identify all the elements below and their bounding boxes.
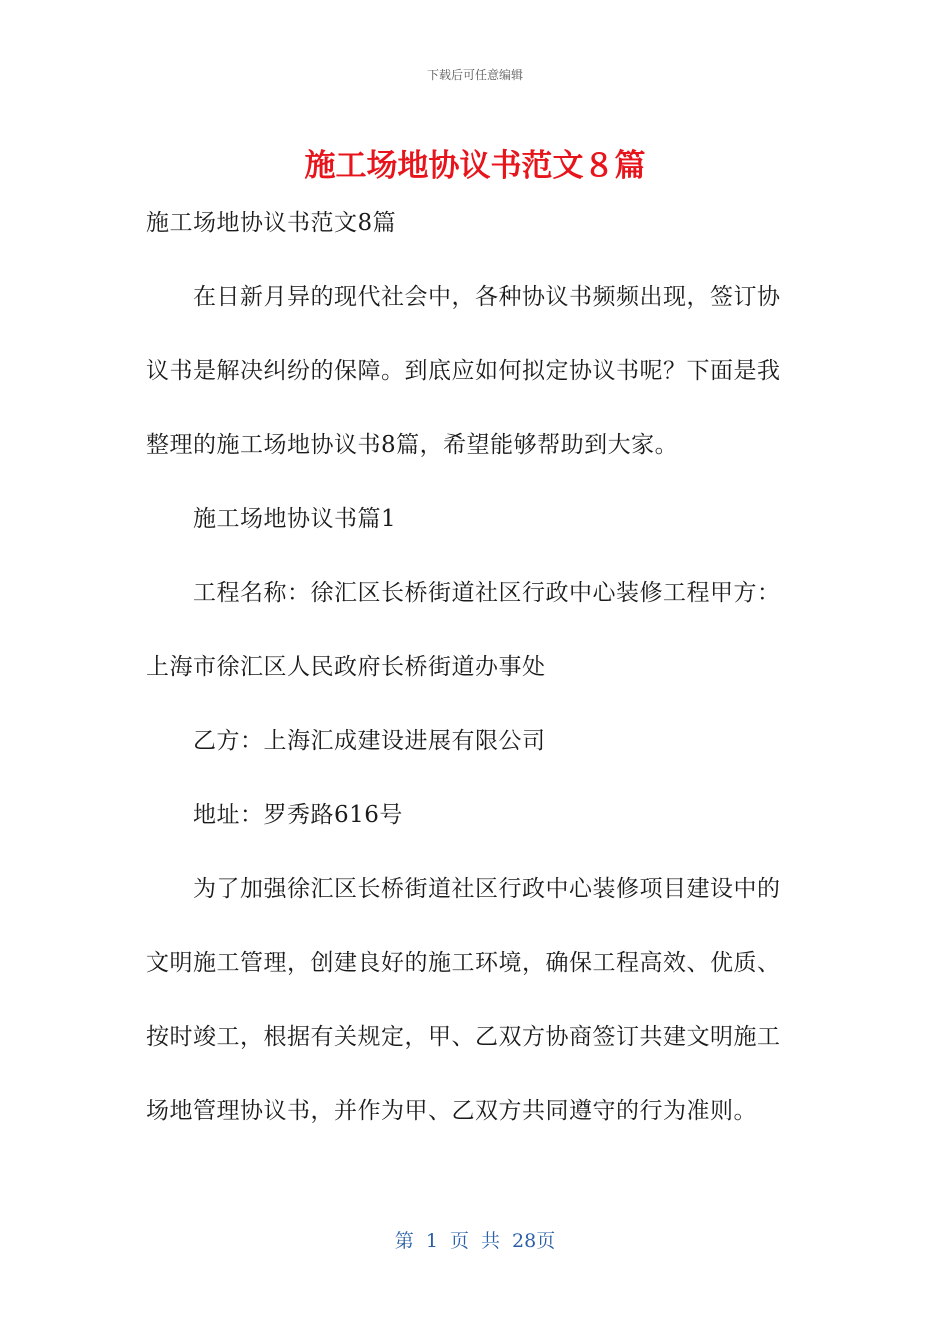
- text-line: 文明施工管理，创建良好的施工环境，确保工程高效、优质、: [146, 950, 781, 976]
- text-line: 按时竣工，根据有关规定，甲、乙双方协商签订共建文明施工: [146, 1024, 781, 1050]
- text-line: 施工场地协议书范文8篇: [146, 210, 397, 236]
- text-line: 工程名称：徐汇区长桥街道社区行政中心装修工程甲方：: [193, 580, 781, 606]
- text-line: 场地管理协议书，并作为甲、乙双方共同遵守的行为准则。: [146, 1098, 757, 1124]
- document-title: 施工场地协议书范文８篇: [304, 148, 646, 184]
- document-body: [146, 186, 796, 1148]
- text-line: 乙方：上海汇成建设进展有限公司: [193, 728, 546, 754]
- text-line: 议书是解决纠纷的保障。到底应如何拟定协议书呢？下面是我: [146, 358, 781, 384]
- text-line: 为了加强徐汇区长桥街道社区行政中心装修项目建设中的: [193, 876, 781, 902]
- header-note: 下载后可任意编辑: [426, 68, 523, 82]
- text-line: 施工场地协议书篇1: [193, 506, 397, 532]
- page-number: 第 1 页 共 28页: [394, 1230, 556, 1252]
- text-line: 上海市徐汇区人民政府长桥街道办事处: [146, 654, 546, 680]
- text-line: 地址：罗秀路616号: [193, 802, 403, 828]
- text-line: 整理的施工场地协议书8篇，希望能够帮助到大家。: [146, 432, 679, 458]
- text-line: 在日新月异的现代社会中，各种协议书频频出现，签订协: [193, 284, 781, 310]
